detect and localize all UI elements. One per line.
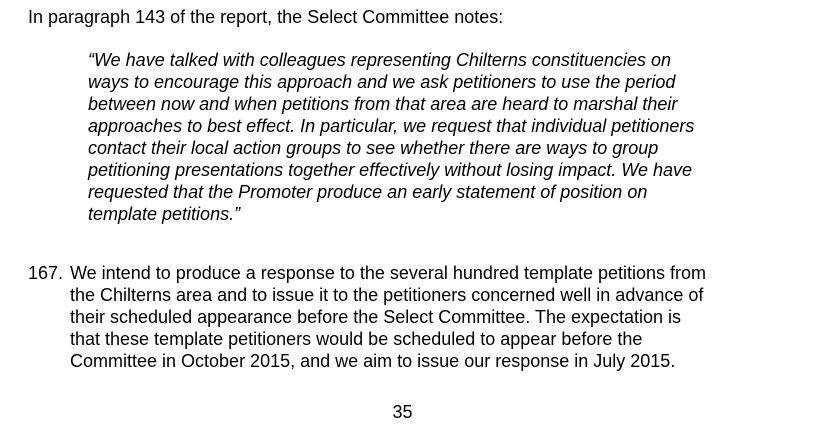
paragraph-body	[70, 262, 706, 372]
intro-text: In paragraph 143 of the report, the Select Committee notes:	[28, 7, 504, 27]
quote-line: petitioning presentations together effectively without losing impact. We have	[88, 160, 693, 180]
paragraph-line: the Chilterns area and to issue it to the petitioners concerned well in advance of	[70, 285, 704, 305]
quote-line: template petitions.”	[88, 204, 241, 224]
quote-line: ways to encourage this approach and we ask petitioners to use the period	[88, 72, 676, 92]
block-quote	[88, 49, 808, 225]
page-number: 35	[392, 402, 413, 422]
quote-line: requested that the Promoter produce an early statement of position on	[88, 182, 648, 202]
paragraph-line: that these template petitioners would be scheduled to appear before the	[70, 329, 643, 349]
paragraph-line: We intend to produce a response to the several hundred template petitions from	[70, 263, 707, 283]
paragraph-number: 167.	[28, 263, 64, 283]
quote-line: “We have talked with colleagues representing Chilterns constituencies on	[88, 50, 671, 70]
quote-line: between now and when petitions from that area are heard to marshal their	[88, 94, 678, 114]
paragraph-line: their scheduled appearance before the Select Committee. The expectation is	[70, 307, 682, 327]
quote-line: contact their local action groups to see whether there are ways to group	[88, 138, 659, 158]
quote-line: approaches to best effect. In particular, we request that individual petitioners	[88, 116, 695, 136]
paragraph-line: Committee in October 2015, and we aim to issue our response in July 2015.	[70, 351, 676, 371]
